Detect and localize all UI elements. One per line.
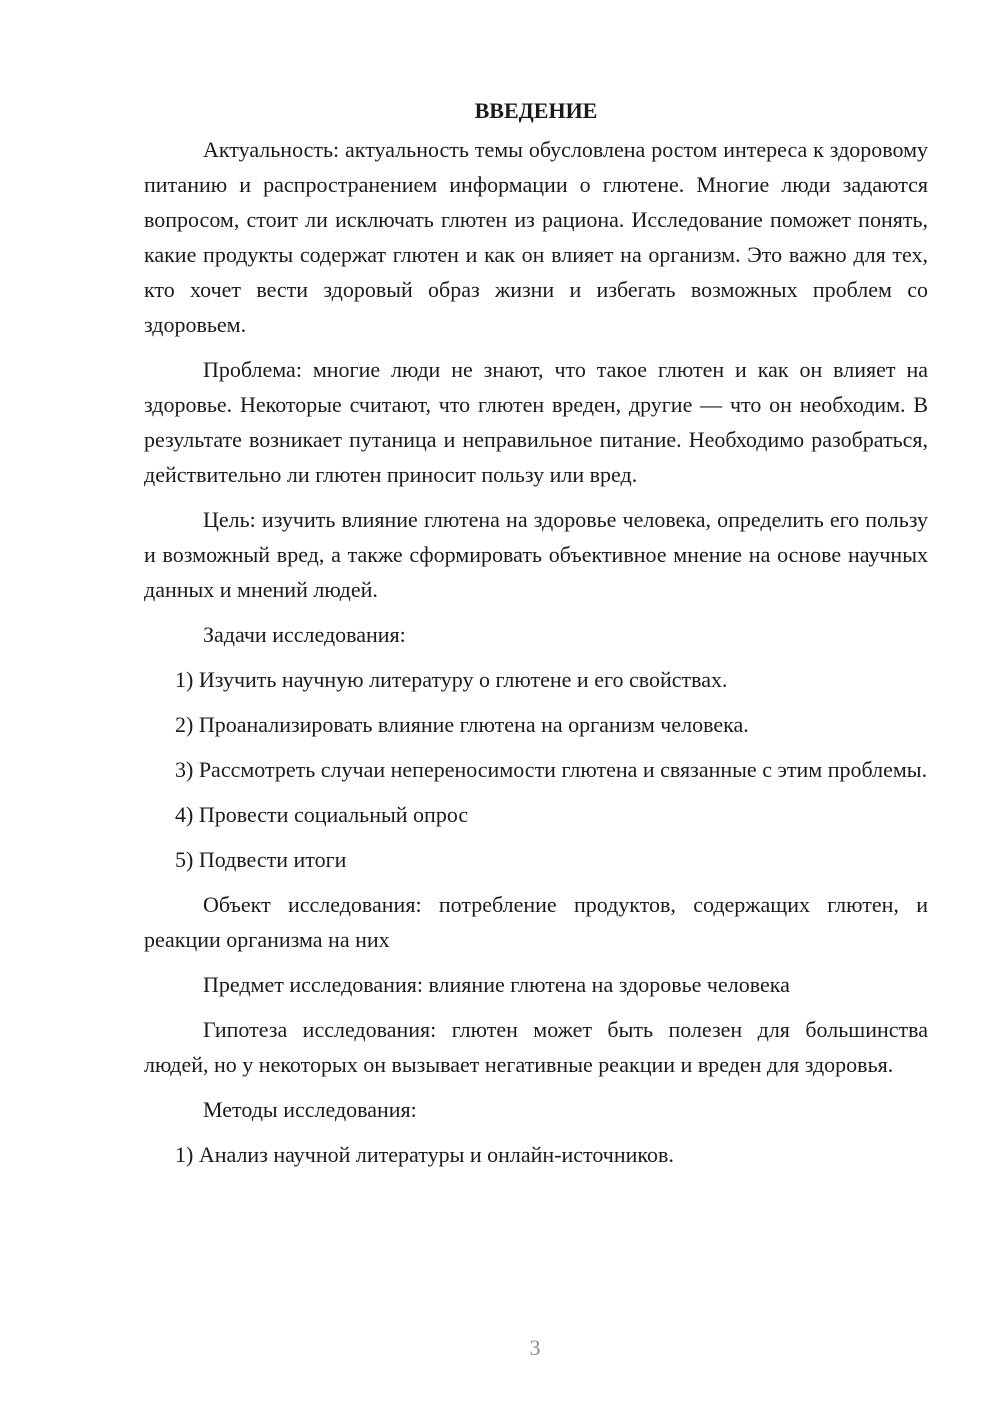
tasks-heading: Задачи исследования: [203,622,406,647]
document-page [144,96,928,1182]
method-item-1: 1) Анализ научной литературы и онлайн-источников. [175,1142,674,1167]
task-item-2: 2) Проанализировать влияние глютена на организм человека. [175,712,749,737]
task-item-1: 1) Изучить научную литературу о глютене и его свойствах. [175,667,728,692]
problem-paragraph: Проблема: многие люди не знают, что такое глютен и как он влияет на здоровье. Некоторые считают, что глютен вреден, другие — что он необходим. В результате возникает путаница и неправильное питание. Необходимо разобраться, действительно ли глютен приносит пользу или вред. [144,357,928,487]
page-number: 3 [529,1335,541,1360]
section-title: ВВЕДЕНИЕ [474,98,598,123]
task-item-4: 4) Провести социальный опрос [175,802,469,827]
subject-paragraph: Предмет исследования: влияние глютена на здоровье человека [203,972,790,997]
task-item-5: 5) Подвести итоги [175,847,347,872]
goal-paragraph: Цель: изучить влияние глютена на здоровье человека, определить его пользу и возможный вред, а также сформировать объективное мнение на основе научных данных и мнений людей. [144,507,928,602]
hypothesis-paragraph: Гипотеза исследования: глютен может быть полезен для большинства людей, но у некоторых он вызывает негативные реакции и вреден для здоровья. [144,1017,928,1077]
object-paragraph: Объект исследования: потребление продуктов, содержащих глютен, и реакции организма на них [144,892,928,952]
task-item-3: 3) Рассмотреть случаи непереносимости глютена и связанные с этим проблемы. [175,757,928,782]
relevance-paragraph: Актуальность: актуальность темы обусловлена ростом интереса к здоровому питанию и распространением информации о глютене. Многие люди задаются вопросом, стоит ли исключать глютен из рациона. Исследование поможет понять, какие продукты содержат глютен и как он влияет на организм. Это важно для тех, кто хочет вести здоровый образ жизни и избегать возможных проблем со здоровьем. [144,137,928,337]
methods-heading: Методы исследования: [203,1097,417,1122]
